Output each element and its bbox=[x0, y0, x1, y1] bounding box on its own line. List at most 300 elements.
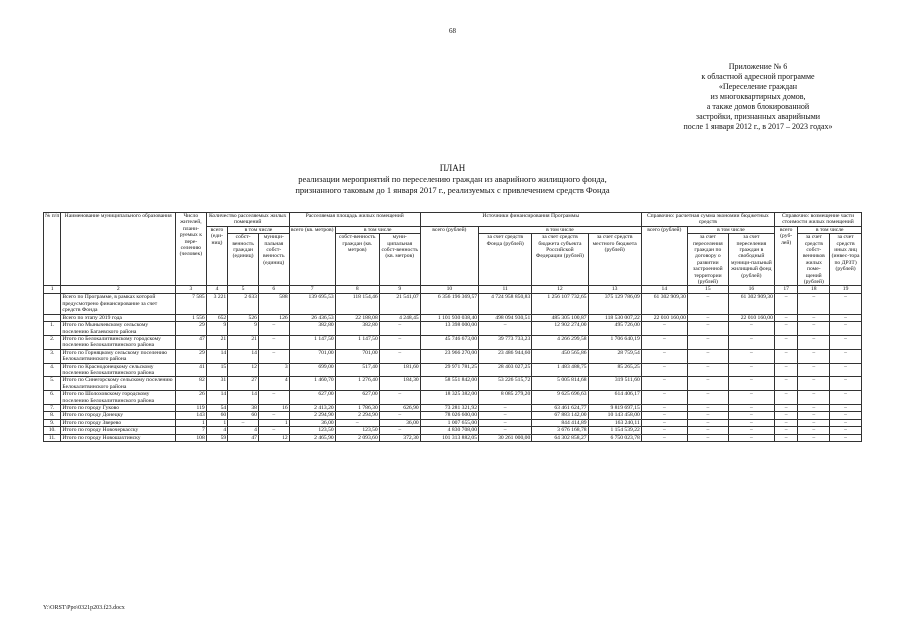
column-number: 19 bbox=[830, 286, 862, 294]
row-cell-c12: 450 565,86 bbox=[532, 349, 588, 363]
row-cell-c10: 1 101 930 038,40 bbox=[420, 314, 478, 321]
row-cell-c5: – bbox=[228, 419, 259, 426]
row-cell-c15: – bbox=[687, 419, 728, 426]
row-cell-c3: 1 556 bbox=[176, 314, 207, 321]
table-row bbox=[44, 335, 862, 349]
row-cell-c10: 6 356 196 369,57 bbox=[420, 294, 478, 314]
municipality-name: Итого по городу Гуково bbox=[61, 404, 176, 411]
header-ref-refund-group: Справочно: возмещение части стоимости жилых помещений bbox=[774, 213, 861, 227]
table-row bbox=[44, 427, 862, 434]
row-cell-c19: – bbox=[830, 412, 862, 419]
row-cell-c14: 61 302 909,30 bbox=[641, 294, 687, 314]
row-cell-c17: – bbox=[774, 349, 798, 363]
column-number: 8 bbox=[335, 286, 379, 294]
column-number: 10 bbox=[420, 286, 478, 294]
row-cell-c15: – bbox=[687, 322, 728, 336]
row-cell-c18: – bbox=[798, 434, 830, 441]
row-cell-c14: – bbox=[641, 349, 687, 363]
municipality-name: Итого по городу Зверево bbox=[61, 419, 176, 426]
row-cell-c17: – bbox=[774, 404, 798, 411]
row-cell-c10: 101 313 882,05 bbox=[420, 434, 478, 441]
header-incl: в том числе bbox=[335, 226, 420, 233]
row-cell-c11: 23 486 944,60 bbox=[479, 349, 532, 363]
row-cell-c6: 12 bbox=[258, 434, 289, 441]
row-cell-c15: – bbox=[687, 391, 728, 405]
row-cell-c6: – bbox=[258, 391, 289, 405]
row-cell-c11: – bbox=[479, 322, 532, 336]
row-cell-c5: 21 bbox=[228, 335, 259, 349]
row-cell-c9: – bbox=[379, 322, 420, 336]
row-cell-c14: – bbox=[641, 322, 687, 336]
row-cell-c9: 21 541,07 bbox=[379, 294, 420, 314]
row-cell-c17: – bbox=[774, 434, 798, 441]
header-residents: Число жителей, плани-руемых к пере-селению (человек) bbox=[176, 213, 207, 286]
page-number: 68 bbox=[449, 27, 456, 35]
table-row bbox=[44, 412, 862, 419]
row-cell-c11: 28 403 027,25 bbox=[479, 363, 532, 377]
row-cell-c7: 2 413,20 bbox=[289, 404, 335, 411]
row-cell-c16: – bbox=[728, 363, 774, 377]
column-number: 18 bbox=[798, 286, 830, 294]
row-cell-c5: 4 bbox=[228, 427, 259, 434]
row-cell-c5: 27 bbox=[228, 377, 259, 391]
row-cell-c4: 9 bbox=[206, 322, 227, 336]
table-row bbox=[44, 404, 862, 411]
row-cell-c16: – bbox=[728, 404, 774, 411]
municipality-name: Итого по Горняцкому сельскому поселению Белокалитвинского района bbox=[61, 349, 176, 363]
row-cell-c3: 7 bbox=[176, 427, 207, 434]
column-number: 15 bbox=[687, 286, 728, 294]
row-cell-c9: – bbox=[379, 391, 420, 405]
row-cell-c8: 2 294,90 bbox=[335, 412, 379, 419]
row-cell-c13: 319 511,60 bbox=[588, 377, 641, 391]
row-cell-c3: 1 bbox=[176, 419, 207, 426]
row-cell-c16: – bbox=[728, 335, 774, 349]
header-fund-fond: за счет средств Фонда (рублей) bbox=[479, 234, 532, 286]
row-cell-c18: – bbox=[798, 363, 830, 377]
row-cell-c6: – bbox=[258, 335, 289, 349]
row-cell-c11: 30 261 000,00 bbox=[479, 434, 532, 441]
row-number: 4. bbox=[44, 363, 61, 377]
column-number: 16 bbox=[728, 286, 774, 294]
row-cell-c9: 184,30 bbox=[379, 377, 420, 391]
row-cell-c6: 588 bbox=[258, 294, 289, 314]
row-cell-c8: 22 188,08 bbox=[335, 314, 379, 321]
municipality-name: Итого по Мынычевскому сельскому поселению Багаевского района bbox=[61, 322, 176, 336]
row-cell-c8: 118 154,46 bbox=[335, 294, 379, 314]
header-funding-group: Источники финансирования Программы bbox=[420, 213, 641, 227]
row-cell-c3: 82 bbox=[176, 377, 207, 391]
row-number: 2. bbox=[44, 335, 61, 349]
row-cell-c6: – bbox=[258, 322, 289, 336]
column-number: 5 bbox=[228, 286, 259, 294]
row-cell-c10: 78 026 600,00 bbox=[420, 412, 478, 419]
municipality-name: Итого по городу Новочеркасску bbox=[61, 427, 176, 434]
row-cell-c8: 627,00 bbox=[335, 391, 379, 405]
row-cell-c16: – bbox=[728, 412, 774, 419]
row-cell-c3: 29 bbox=[176, 322, 207, 336]
row-cell-c15: – bbox=[687, 412, 728, 419]
header-no: № п/п bbox=[44, 213, 61, 286]
row-cell-c5: 60 bbox=[228, 412, 259, 419]
column-number: 6 bbox=[258, 286, 289, 294]
row-cell-c8: 701,00 bbox=[335, 349, 379, 363]
table-row bbox=[44, 349, 862, 363]
column-number: 17 bbox=[774, 286, 798, 294]
row-number bbox=[44, 294, 61, 314]
column-number: 11 bbox=[479, 286, 532, 294]
row-cell-c13: 495 726,00 bbox=[588, 322, 641, 336]
row-cell-c18: – bbox=[798, 322, 830, 336]
header-ref-owner: за счет средств собст-венников жилых поме-щений (рублей) bbox=[798, 234, 830, 286]
row-cell-c5: 47 bbox=[228, 434, 259, 441]
header-ref-other: за счет средств иных лиц (инвес-тора по ДРЗТ) (рублей) bbox=[830, 234, 862, 286]
row-cell-c19: – bbox=[830, 419, 862, 426]
row-cell-c12: 3 676 168,78 bbox=[532, 427, 588, 434]
row-cell-c18: – bbox=[798, 391, 830, 405]
row-cell-c6: – bbox=[258, 349, 289, 363]
row-cell-c5: 9 bbox=[228, 322, 259, 336]
row-cell-c7: 26 436,53 bbox=[289, 314, 335, 321]
row-cell-c15: – bbox=[687, 427, 728, 434]
municipality-name: Итого по Белокалитвинскому городскому поселению Белокалитвинского района bbox=[61, 335, 176, 349]
row-cell-c14: – bbox=[641, 363, 687, 377]
municipality-name: Всего по Программе, в рамках которой предусмотрено финансирование за счет средств Фонда bbox=[61, 294, 176, 314]
municipality-name: Всего по этапу 2019 года bbox=[61, 314, 176, 321]
row-cell-c7: 2 465,90 bbox=[289, 434, 335, 441]
row-cell-c4: 4 bbox=[206, 427, 227, 434]
row-cell-c19: – bbox=[830, 322, 862, 336]
row-cell-c10: 23 966 270,00 bbox=[420, 349, 478, 363]
row-number: 5. bbox=[44, 377, 61, 391]
row-cell-c15: – bbox=[687, 294, 728, 314]
appendix-line: из многоквартирных домов, bbox=[710, 92, 806, 101]
row-cell-c12: 485 305 100,87 bbox=[532, 314, 588, 321]
row-cell-c7: 701,00 bbox=[289, 349, 335, 363]
row-number bbox=[44, 314, 61, 321]
row-cell-c14: 22 010 160,00 bbox=[641, 314, 687, 321]
row-cell-c8: 1 147,50 bbox=[335, 335, 379, 349]
table-row bbox=[44, 294, 862, 314]
row-cell-c10: 1 007 655,00 bbox=[420, 419, 478, 426]
row-number: 10. bbox=[44, 427, 61, 434]
table-header bbox=[44, 213, 862, 294]
row-cell-c14: – bbox=[641, 391, 687, 405]
row-cell-c3: 41 bbox=[176, 363, 207, 377]
row-cell-c7: 1 147,50 bbox=[289, 335, 335, 349]
row-cell-c17: – bbox=[774, 335, 798, 349]
row-cell-c17: – bbox=[774, 419, 798, 426]
row-cell-c6: 126 bbox=[258, 314, 289, 321]
row-cell-c18: – bbox=[798, 314, 830, 321]
row-cell-c5: 526 bbox=[228, 314, 259, 321]
row-cell-c18: – bbox=[798, 377, 830, 391]
appendix-line: Приложение № 6 bbox=[728, 62, 788, 71]
row-cell-c4: 54 bbox=[206, 404, 227, 411]
row-cell-c7: 139 695,53 bbox=[289, 294, 335, 314]
row-number: 8. bbox=[44, 412, 61, 419]
table-row bbox=[44, 363, 862, 377]
row-cell-c13: 375 129 786,09 bbox=[588, 294, 641, 314]
row-number: 7. bbox=[44, 404, 61, 411]
row-cell-c13: 9 819 697,15 bbox=[588, 404, 641, 411]
row-cell-c16: – bbox=[728, 427, 774, 434]
row-cell-c18: – bbox=[798, 335, 830, 349]
row-cell-c4: 1 bbox=[206, 419, 227, 426]
row-cell-c14: – bbox=[641, 419, 687, 426]
row-cell-c14: – bbox=[641, 335, 687, 349]
municipality-name: Итого по Синегорскому сельскому поселению Белокалитвинского района bbox=[61, 377, 176, 391]
municipality-name: Итого по Шолоховскому городскому поселению Белокалитвинского района bbox=[61, 391, 176, 405]
row-cell-c10: 4 830 708,00 bbox=[420, 427, 478, 434]
row-cell-c15: – bbox=[687, 377, 728, 391]
row-cell-c14: – bbox=[641, 377, 687, 391]
header-incl: в том числе bbox=[228, 226, 289, 233]
row-cell-c9: – bbox=[379, 349, 420, 363]
row-cell-c7: 123,50 bbox=[289, 427, 335, 434]
column-number: 4 bbox=[206, 286, 227, 294]
row-cell-c19: – bbox=[830, 294, 862, 314]
row-number: 11. bbox=[44, 434, 61, 441]
row-cell-c14: – bbox=[641, 434, 687, 441]
row-cell-c7: 627,00 bbox=[289, 391, 335, 405]
row-cell-c13: 28 759,54 bbox=[588, 349, 641, 363]
row-cell-c7: 36,00 bbox=[289, 419, 335, 426]
row-number: 1. bbox=[44, 322, 61, 336]
table-body bbox=[44, 294, 862, 442]
row-cell-c8: 1 786,30 bbox=[335, 404, 379, 411]
appendix-line: «Переселение граждан bbox=[718, 82, 798, 91]
row-cell-c12: 9 625 696,63 bbox=[532, 391, 588, 405]
row-cell-c17: – bbox=[774, 363, 798, 377]
row-cell-c12: 4 266 299,58 bbox=[532, 335, 588, 349]
row-cell-c13: 10 143 458,00 bbox=[588, 412, 641, 419]
row-cell-c6: 3 bbox=[258, 363, 289, 377]
row-cell-c9: – bbox=[379, 412, 420, 419]
footer-file-path: Y:\ORST\Ppo\0321p203.f23.docx bbox=[43, 605, 125, 611]
row-cell-c5: 12 bbox=[228, 363, 259, 377]
row-cell-c6: 16 bbox=[258, 404, 289, 411]
row-cell-c7: 1 460,70 bbox=[289, 377, 335, 391]
table-row bbox=[44, 391, 862, 405]
header-municipal: муници-пальная собст-венность (единиц) bbox=[258, 234, 289, 286]
municipality-name: Итого по городу Новошахтинску bbox=[61, 434, 176, 441]
row-cell-c11: 8 085 279,20 bbox=[479, 391, 532, 405]
header-incl: в том числе bbox=[687, 226, 774, 233]
row-cell-c18: – bbox=[798, 404, 830, 411]
appendix-line: а также домов блокированной bbox=[706, 102, 810, 111]
row-cell-c14: – bbox=[641, 412, 687, 419]
row-cell-c18: – bbox=[798, 427, 830, 434]
header-est-total: всего (рублей) bbox=[641, 226, 687, 286]
row-cell-c8: 123,50 bbox=[335, 427, 379, 434]
row-cell-c12: 844 414,89 bbox=[532, 419, 588, 426]
row-cell-c19: – bbox=[830, 404, 862, 411]
row-cell-c18: – bbox=[798, 419, 830, 426]
row-cell-c4: 59 bbox=[206, 434, 227, 441]
row-cell-c4: 31 bbox=[206, 377, 227, 391]
row-cell-c13: 1 154 539,22 bbox=[588, 427, 641, 434]
row-cell-c16: – bbox=[728, 434, 774, 441]
row-cell-c3: 26 bbox=[176, 391, 207, 405]
row-cell-c16: – bbox=[728, 322, 774, 336]
column-number-row bbox=[44, 286, 862, 294]
row-number: 3. bbox=[44, 349, 61, 363]
row-cell-c19: – bbox=[830, 349, 862, 363]
row-cell-c4: 15 bbox=[206, 363, 227, 377]
municipality-name: Итого по Краснодонецкому сельскому поселению Белокалитвинского района bbox=[61, 363, 176, 377]
header-area-group: Расселяемая площадь жилых помещений bbox=[289, 213, 420, 227]
column-number: 12 bbox=[532, 286, 588, 294]
row-cell-c15: – bbox=[687, 404, 728, 411]
header-est-free: за счет переселения граждан в свободный муници-пальный жилищный фонд (рублей) bbox=[728, 234, 774, 286]
row-cell-c13: 163 240,11 bbox=[588, 419, 641, 426]
column-number: 13 bbox=[588, 286, 641, 294]
table-row bbox=[44, 434, 862, 441]
municipality-name: Итого по городу Донецку bbox=[61, 412, 176, 419]
row-cell-c10: 29 971 781,25 bbox=[420, 363, 478, 377]
column-number: 9 bbox=[379, 286, 420, 294]
row-cell-c17: – bbox=[774, 391, 798, 405]
row-cell-c19: – bbox=[830, 363, 862, 377]
row-cell-c9: 181,60 bbox=[379, 363, 420, 377]
row-cell-c9: – bbox=[379, 335, 420, 349]
row-number: 9. bbox=[44, 419, 61, 426]
row-cell-c12: 1 256 107 732,65 bbox=[532, 294, 588, 314]
row-cell-c4: 60 bbox=[206, 412, 227, 419]
row-cell-c19: – bbox=[830, 377, 862, 391]
row-cell-c10: 13 398 000,00 bbox=[420, 322, 478, 336]
row-cell-c13: 85 265,25 bbox=[588, 363, 641, 377]
header-fund-local: за счет средств местного бюджета (рублей) bbox=[588, 234, 641, 286]
header-name: Наименование муниципального образования bbox=[61, 213, 176, 286]
header-ref-total: всего (руб-лей) bbox=[774, 226, 798, 286]
row-cell-c16: – bbox=[728, 349, 774, 363]
row-cell-c5: 14 bbox=[228, 349, 259, 363]
row-cell-c9: 4 248,45 bbox=[379, 314, 420, 321]
row-cell-c4: 652 bbox=[206, 314, 227, 321]
row-cell-c6: – bbox=[258, 412, 289, 419]
header-fund-subject: за счет средств бюджета субъекта Российской Федерации (рублей) bbox=[532, 234, 588, 286]
header-rooms-group: Количество расселяемых жилых помещений bbox=[206, 213, 289, 227]
row-cell-c5: 2 633 bbox=[228, 294, 259, 314]
row-cell-c12: 64 302 858,27 bbox=[532, 434, 588, 441]
row-cell-c8: – bbox=[335, 419, 379, 426]
row-cell-c13: 6 750 023,78 bbox=[588, 434, 641, 441]
column-number: 3 bbox=[176, 286, 207, 294]
row-cell-c3: 119 bbox=[176, 404, 207, 411]
column-number: 2 bbox=[61, 286, 176, 294]
row-cell-c18: – bbox=[798, 349, 830, 363]
row-cell-c4: 21 bbox=[206, 335, 227, 349]
row-cell-c11: – bbox=[479, 419, 532, 426]
subtitle-line: реализации мероприятий по переселению граждан из аварийного жилищного фонда, bbox=[298, 174, 607, 184]
row-cell-c11: – bbox=[479, 412, 532, 419]
appendix-line: после 1 января 2012 г., в 2017 – 2023 годах» bbox=[683, 122, 833, 131]
row-cell-c4: 14 bbox=[206, 349, 227, 363]
header-ref-estimated-group: Справочно: расчетная сумма экономии бюджетных средств bbox=[641, 213, 774, 227]
row-cell-c17: – bbox=[774, 427, 798, 434]
row-cell-c9: – bbox=[379, 427, 420, 434]
column-number: 14 bbox=[641, 286, 687, 294]
table-row bbox=[44, 322, 862, 336]
subtitle-line: признанного таковым до 1 января 2017 г., реализуемых с привлечением средств Фонда bbox=[295, 184, 610, 195]
row-cell-c19: – bbox=[830, 314, 862, 321]
row-cell-c8: 1 276,40 bbox=[335, 377, 379, 391]
row-cell-c10: 58 551 842,00 bbox=[420, 377, 478, 391]
row-cell-c12: 12 902 274,00 bbox=[532, 322, 588, 336]
row-cell-c16: – bbox=[728, 391, 774, 405]
header-area-own: собст-венность граждан (кв. метров) bbox=[335, 234, 379, 286]
row-cell-c7: 382,80 bbox=[289, 322, 335, 336]
row-cell-c14: – bbox=[641, 427, 687, 434]
row-cell-c13: 614 406,17 bbox=[588, 391, 641, 405]
row-cell-c10: 73 281 321,92 bbox=[420, 404, 478, 411]
row-cell-c10: 45 746 673,00 bbox=[420, 335, 478, 349]
row-cell-c19: – bbox=[830, 427, 862, 434]
row-cell-c12: 5 005 814,68 bbox=[532, 377, 588, 391]
column-number: 1 bbox=[44, 286, 61, 294]
header-incl: в том числе bbox=[479, 226, 642, 233]
row-cell-c17: – bbox=[774, 294, 798, 314]
row-cell-c17: – bbox=[774, 322, 798, 336]
row-cell-c3: 7 585 bbox=[176, 294, 207, 314]
row-cell-c18: – bbox=[798, 294, 830, 314]
row-cell-c16: 22 010 160,00 bbox=[728, 314, 774, 321]
row-cell-c3: 47 bbox=[176, 335, 207, 349]
header-rooms-total: всего (еди-ниц) bbox=[206, 226, 227, 286]
header-area-total: всего (кв. метров) bbox=[289, 226, 335, 286]
row-cell-c19: – bbox=[830, 391, 862, 405]
row-cell-c19: – bbox=[830, 434, 862, 441]
row-cell-c13: 118 530 007,22 bbox=[588, 314, 641, 321]
row-cell-c12: 1 483 488,75 bbox=[532, 363, 588, 377]
row-cell-c3: 29 bbox=[176, 349, 207, 363]
appendix-line: к областной адресной программе bbox=[701, 72, 815, 81]
row-cell-c11: 53 226 515,72 bbox=[479, 377, 532, 391]
row-cell-c4: 3 221 bbox=[206, 294, 227, 314]
row-cell-c15: – bbox=[687, 363, 728, 377]
appendix-header bbox=[658, 62, 858, 132]
appendix-line: застройки, признанных аварийными bbox=[695, 112, 821, 121]
row-cell-c7: 699,00 bbox=[289, 363, 335, 377]
row-cell-c16: 61 302 909,30 bbox=[728, 294, 774, 314]
row-cell-c13: 1 706 640,19 bbox=[588, 335, 641, 349]
plan-subtitle bbox=[120, 174, 785, 195]
row-cell-c17: – bbox=[774, 377, 798, 391]
row-cell-c12: 63 461 624,77 bbox=[532, 404, 588, 411]
row-cell-c6: – bbox=[258, 427, 289, 434]
row-cell-c4: 14 bbox=[206, 391, 227, 405]
plan-title: ПЛАН bbox=[439, 163, 466, 173]
header-est-contract: за счет переселения граждан по договору о развитии застроенной территории (рублей) bbox=[687, 234, 728, 286]
row-cell-c14: – bbox=[641, 404, 687, 411]
plan-table bbox=[43, 212, 862, 442]
table-row bbox=[44, 314, 862, 321]
row-cell-c8: 517,40 bbox=[335, 363, 379, 377]
row-cell-c7: 2 294,90 bbox=[289, 412, 335, 419]
row-cell-c6: 4 bbox=[258, 377, 289, 391]
row-cell-c9: 626,90 bbox=[379, 404, 420, 411]
table-row bbox=[44, 377, 862, 391]
row-cell-c8: 382,80 bbox=[335, 322, 379, 336]
row-cell-c6: 1 bbox=[258, 419, 289, 426]
row-number: 6. bbox=[44, 391, 61, 405]
row-cell-c3: 108 bbox=[176, 434, 207, 441]
row-cell-c15: – bbox=[687, 349, 728, 363]
row-cell-c5: 14 bbox=[228, 391, 259, 405]
header-area-mun: муни-ципальная собст-венность (кв. метров) bbox=[379, 234, 420, 286]
